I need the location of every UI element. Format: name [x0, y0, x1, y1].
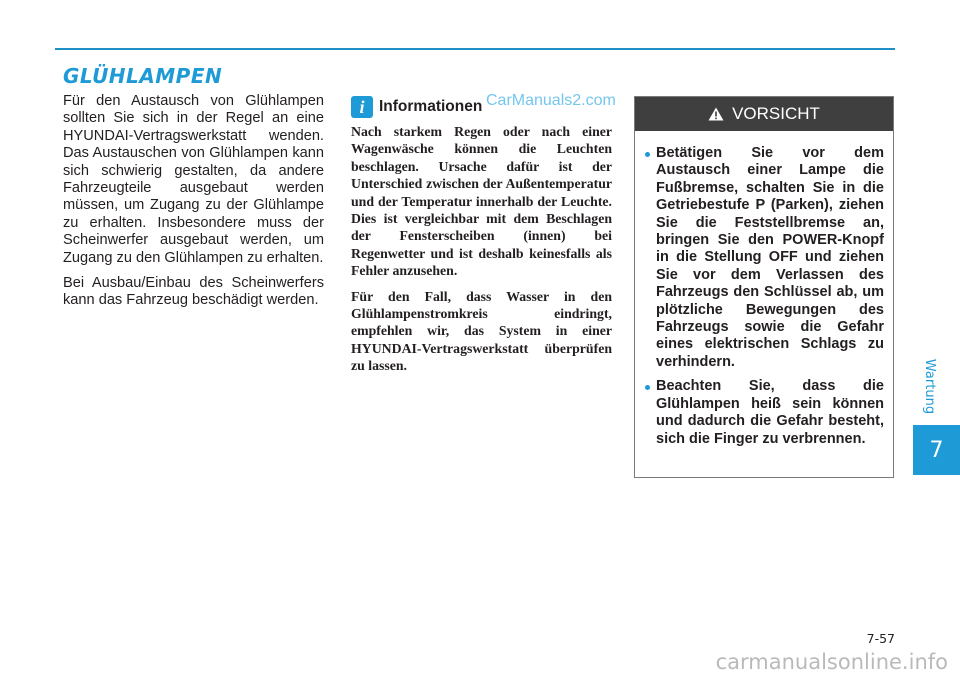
caution-item-1 — [645, 145, 884, 371]
warning-triangle-icon — [708, 107, 724, 121]
watermark-top: CarManuals2.com — [486, 92, 616, 109]
bullet-icon — [645, 385, 650, 390]
caution-box — [634, 96, 894, 478]
caution-item-2 — [645, 378, 884, 448]
info-paragraph-1: Nach starkem Regen oder nach einer Wagenwäsche können die Leuchten beschlagen. Ursache dafür ist der Unterschied zwischen der Außentemperatur und der Temperatur innerhalb der Leuchte. Dies ist vergleichbar mit dem Beschlagen der Fensterscheiben (innen) bei Regenwetter und ist deshalb keinesfalls als Fehler anzusehen. — [351, 124, 612, 279]
info-column — [351, 123, 612, 383]
watermark-bottom: carmanualsonline.info — [715, 650, 948, 674]
side-label — [904, 348, 956, 424]
caution-list — [635, 131, 893, 448]
chapter-tab: 7 — [913, 425, 960, 475]
left-paragraph-2: Bei Ausbau/Einbau des Scheinwerfers kann das Fahrzeug beschädigt werden. — [63, 275, 324, 309]
bullet-icon — [645, 152, 650, 157]
info-paragraph-2: Für den Fall, dass Wasser in den Glühlampenstromkreis eindringt, empfehlen wir, das System in einer HYUNDAI-Vertragswerkstatt überprüfen zu lassen. — [351, 288, 612, 374]
page-number: 7-57 — [866, 631, 895, 646]
caution-item-text: Betätigen Sie vor dem Austausch einer Lampe die Fußbremse, schalten Sie in die Getriebestufe P (Parken), ziehen Sie die Feststellbremse an, bringen Sie den POWER-Knopf in die Stellung OFF und ziehen Sie vor dem Verlassen des Fahrzeugs den Schlüssel ab, um plötzliche Bewegungen des Fahrzeugs sowie die Gefahr eines elektrischen Schlags zu verhindern. — [656, 145, 884, 370]
left-column — [63, 93, 324, 318]
caution-title: VORSICHT — [732, 104, 820, 123]
left-paragraph-1: Für den Austausch von Glühlampen sollten Sie sich in der Regel an eine HYUNDAI-Vertragswerkstatt wenden. Das Austauschen von Glühlampen kann sich schwierig gestalten, da andere Fahrzeugteile ausgebaut werden müssen, um Zugang zu der Glühlampe zu erhalten. Insbesondere muss der Scheinwerfer ausgebaut werden, um Zugang zu den Glühlampen zu erhalten. — [63, 93, 324, 266]
caution-header — [635, 97, 893, 131]
info-icon: i — [351, 96, 373, 118]
top-rule — [55, 48, 895, 50]
info-title: Informationen — [379, 98, 483, 115]
caution-item-text: Beachten Sie, dass die Glühlampen heiß sein können und dadurch die Gefahr besteht, sich die Finger zu verbrennen. — [656, 378, 884, 447]
side-label-text: Wartung — [922, 358, 938, 414]
section-title: GLÜHLAMPEN — [63, 64, 223, 88]
